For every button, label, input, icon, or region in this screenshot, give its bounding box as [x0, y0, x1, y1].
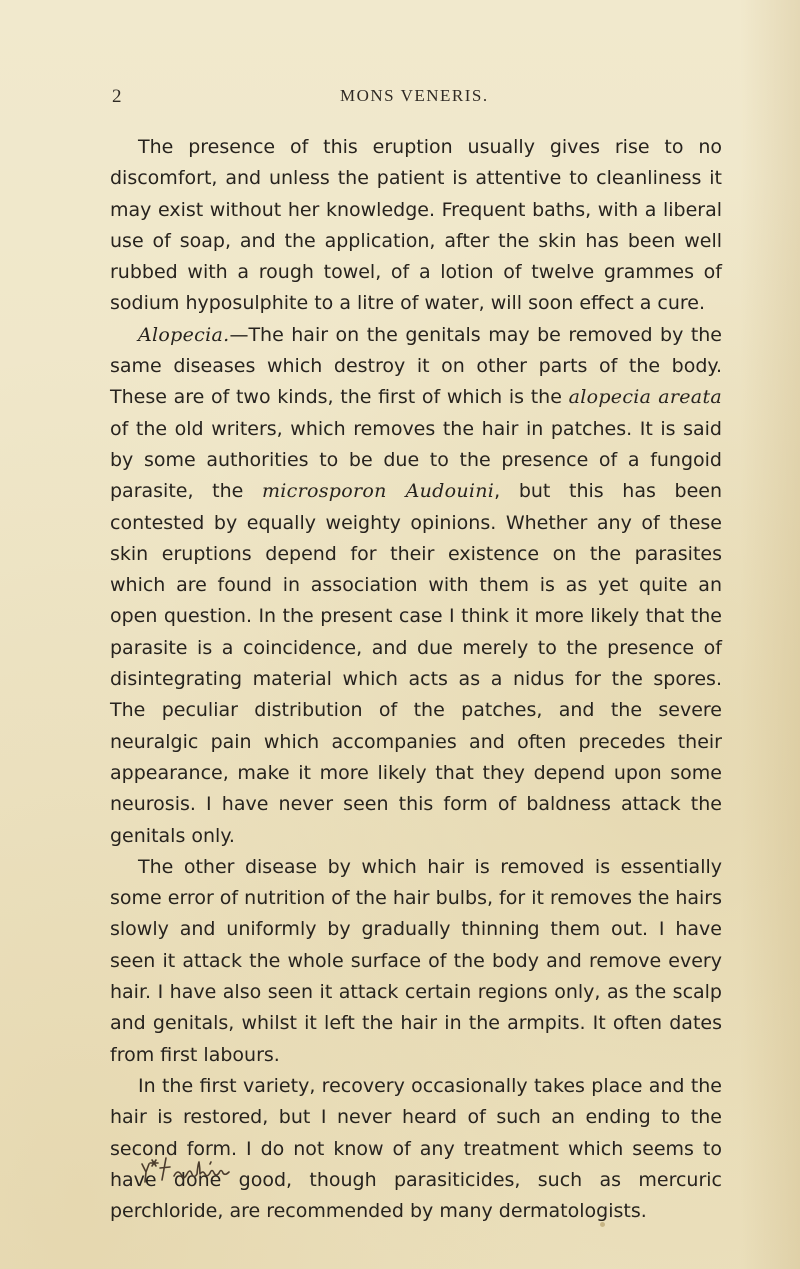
paragraph-alopecia-text-2: of the old writers, which removes the hair in patches. It is said by some authorities to be due to the presence of a fungoid parasite, the [110, 417, 722, 503]
running-head: MONS VENERIS. [340, 86, 489, 105]
page-number: 2 [112, 86, 123, 107]
page-header [112, 86, 712, 114]
paragraph-alopecia-text-3: , but this has been contested by equally weighty opinions. Whether any of these skin eruptions depend for their existence on the parasites which are found in association with them is as yet quite an open question. In the present case I think it more likely that the parasite is a coincidence, and due merely to the presence of disintegrating material which acts as a nidus for the spores. The peculiar distribution of the patches, and the severe neuralgic pain which accompanies and often precedes their appearance, make it more likely that they depend upon some neurosis. I have never seen this form of baldness attack the genitals only. [110, 480, 722, 847]
paragraph-alopecia-text-1: —The hair on the genitals may be removed by the same diseases which destroy it on other parts of the body. These are of two kinds, the first of which is the [110, 323, 722, 409]
section-heading-alopecia: Alopecia. [138, 323, 230, 346]
body-text [110, 132, 722, 1227]
handwritten-signature [140, 1150, 300, 1190]
term-alopecia-areata: alopecia areata [568, 386, 723, 409]
paragraph-first-variety: In the first variety, recovery occasionally takes place and the hair is restored, but I never heard of such an ending to the second form. I do not know of any treatment which seems to have done good, though parasiticides, such as mercuric perchloride, are recommended by many dermatologists. [110, 1074, 722, 1223]
page-edge-shadow [740, 0, 800, 1269]
paragraph-eruption: The presence of this eruption usually gives rise to no discomfort, and unless the patient is attentive to cleanliness it may exist without her knowledge. Frequent baths, with a liberal use of soap, and the application, after the skin has been well rubbed with a rough towel, of a lotion of twelve grammes of sodium hyposulphite to a litre of water, will soon effect a cure. [110, 136, 722, 315]
paper-speck [600, 1222, 605, 1227]
term-microsporon-audouini: microsporon Audouini [261, 480, 495, 503]
paragraph-other-disease: The other disease by which hair is removed is essentially some error of nutrition of the hair bulbs, for it removes the hairs slowly and uniformly by gradually thinning them out. I have seen it attack the whole surface of the body and remove every hair. I have also seen it attack certain regions only, as the scalp and genitals, whilst it left the hair in the armpits. It often dates from first labours. [110, 855, 722, 1066]
paragraph-alopecia [110, 320, 722, 852]
